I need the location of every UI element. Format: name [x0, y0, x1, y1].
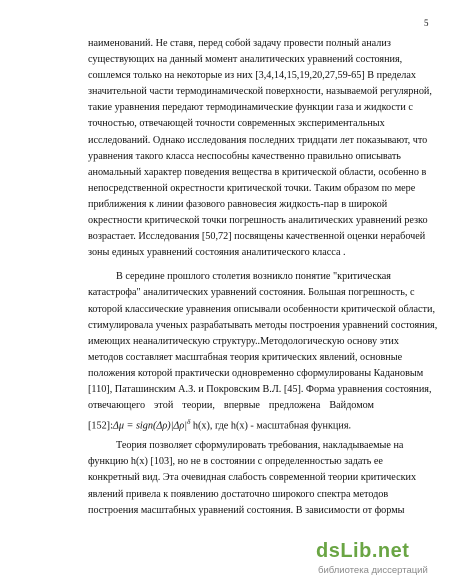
text-line: Теория позволяет сформулировать требования, накладываемые на — [116, 440, 404, 452]
text-line: сошлемся только на некоторые из них [3,4,14,15,19,20,27,59-65] В пределах — [88, 70, 416, 82]
text-line: катастрофа" аналитических уравнений состояния. Большая погрешность, с — [88, 287, 415, 299]
formula-line — [88, 414, 374, 430]
text-line: такие уравнения передают термодинамические функции газа и жидкости с — [88, 102, 413, 114]
text-line: окрестности критической точки погрешность аналитических уравнений резко — [88, 215, 428, 227]
text-line: положения которой практически одновременно сформулированы Кадановым — [88, 367, 424, 379]
text-line: аномальный характер поведения вещества в критической области, особенно в — [88, 166, 427, 178]
watermark-logo — [316, 540, 444, 578]
text-line: непосредственной окрестности критической точки. Таким образом по мере — [88, 182, 416, 194]
text-line: возрастает. Исследования [50,72] посвящены качественной оценки нерабочей — [88, 231, 426, 243]
text-line: явлений привела к появлению достаточно широкого спектра методов — [88, 488, 389, 500]
formula-ref: [152]: — [88, 420, 113, 432]
text-line: отвечающего этой теории, впервые предложена Вайдомом — [88, 400, 374, 412]
body-text — [88, 36, 438, 519]
paragraph-3 — [88, 438, 417, 518]
page-number: 5 — [424, 18, 429, 28]
formula-tail: h(x), где h(x) - масштабная функция. — [190, 420, 352, 432]
watermark-subtitle: библиотека диссертаций — [318, 565, 428, 576]
text-line: стимулировала ученых разрабатывать методы построения уравнений состояния, — [88, 319, 438, 331]
formula-exponent: δ — [187, 418, 191, 427]
formula-expression: Δμ = sign(Δρ)|Δρ| — [112, 420, 188, 432]
paragraph-2 — [88, 269, 438, 432]
text-line: уравнения такого класса неспособны качественно правильно описывать — [88, 150, 401, 162]
text-line: построения масштабных уравнений состояния. В зависимости от формы — [88, 504, 405, 516]
text-line: методов составляет масштабная теория критических явлений, основные — [88, 351, 403, 363]
text-line: зоны единых уравнений состояния аналитического класса . — [88, 247, 346, 259]
watermark-logo-text: dsLib.net — [316, 540, 410, 562]
text-line: которой классические уравнения описывали особенности критической области, — [88, 303, 435, 315]
text-line: точностью, отвечающей точности современных экспериментальных — [88, 118, 385, 130]
paragraph-1 — [88, 36, 432, 261]
text-line: В середине прошлого столетия возникло понятие "критическая — [116, 271, 391, 283]
text-line: существующих на данный момент аналитических уравнений состояния, — [88, 54, 403, 66]
text-line: приближения к линии фазового равновесия жидкость-пар в широкой — [88, 198, 388, 210]
text-line: имеющих неаналитическую структуру..Методологическую основу этих — [88, 335, 399, 347]
text-line: конкретный вид. Эта очевидная слабость современной теории критических — [88, 472, 417, 484]
text-line: исследований. Однако исследования последних тридцати лет показывают, что — [88, 134, 428, 146]
text-line: [110], Паташинским А.З. и Покровским В.Л. [45]. Форма уравнения состояния, — [88, 383, 432, 395]
text-line: функцию h(x) [103], но не в состоянии с определенностью задать ее — [88, 456, 383, 468]
text-line: наименований. Не ставя, перед собой задачу провести полный анализ — [88, 38, 391, 49]
text-line: значительной части термодинамической поверхности, называемой регулярной, — [88, 86, 432, 98]
